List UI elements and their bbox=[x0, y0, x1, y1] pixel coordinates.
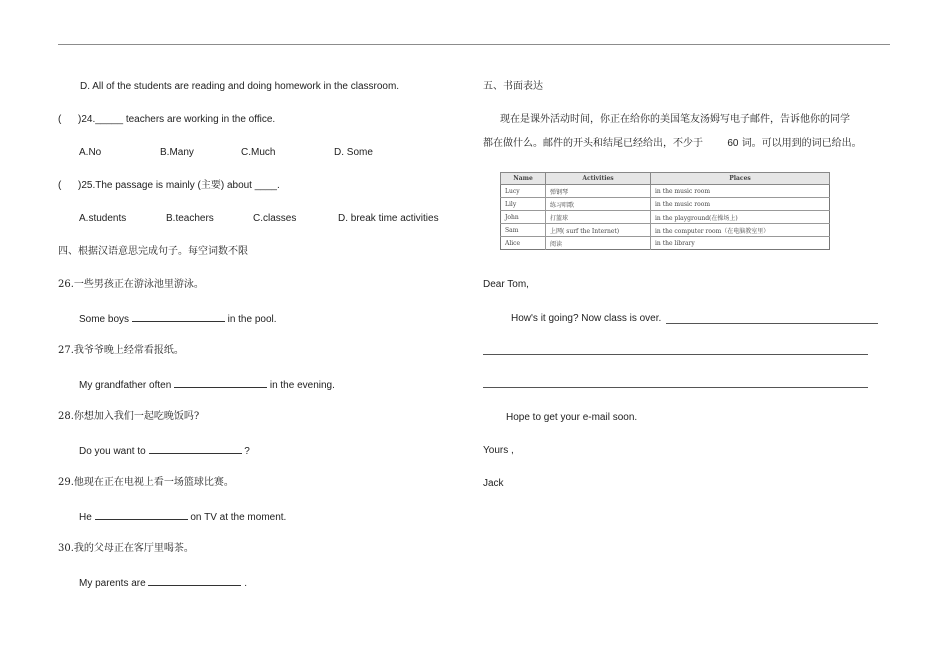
item26-after: in the pool. bbox=[227, 314, 277, 325]
q25-option-d: D. break time activities bbox=[338, 213, 439, 224]
header-activities: Activities bbox=[546, 173, 651, 185]
item29-before: He bbox=[79, 512, 92, 523]
row3-activity: 打篮球 bbox=[546, 211, 651, 224]
writing-line-1[interactable] bbox=[666, 323, 878, 324]
table-row bbox=[501, 185, 830, 198]
table-row bbox=[501, 198, 830, 211]
item29-blank[interactable] bbox=[95, 510, 188, 520]
writing-line-2[interactable] bbox=[483, 354, 868, 355]
row1-name: Lucy bbox=[501, 185, 546, 198]
item27-english bbox=[79, 378, 335, 392]
q25-option-c: C.classes bbox=[253, 213, 297, 224]
row3-place: in the playground(在操场上) bbox=[651, 211, 830, 224]
table-header-row bbox=[501, 173, 830, 185]
item29-english bbox=[79, 510, 286, 524]
q25-stem: )25.The passage is mainly (主要) about ____. bbox=[78, 180, 280, 191]
header-places: Places bbox=[651, 173, 830, 185]
email-signature: Jack bbox=[483, 478, 504, 489]
q24-option-d: D. Some bbox=[334, 147, 373, 158]
row2-place: in the music room bbox=[651, 198, 830, 211]
row5-place: in the library bbox=[651, 237, 830, 250]
header-rule bbox=[58, 44, 890, 45]
item30-english bbox=[79, 576, 247, 590]
section4-title: 四、根据汉语意思完成句子。每空词数不限 bbox=[58, 246, 248, 257]
row1-place: in the music room bbox=[651, 185, 830, 198]
item29-after: on TV at the moment. bbox=[190, 512, 287, 523]
activities-table bbox=[500, 172, 830, 250]
item28-english bbox=[79, 444, 250, 458]
section5-title: 五、书面表达 bbox=[483, 81, 543, 92]
item28-before: Do you want to bbox=[79, 446, 146, 457]
q25-option-a: A.students bbox=[79, 213, 127, 224]
row2-activity: 练习唱歌 bbox=[546, 198, 651, 211]
q24-paren: ( bbox=[58, 114, 62, 125]
row1-activity: 弹钢琴 bbox=[546, 185, 651, 198]
instruction-line2 bbox=[483, 138, 862, 150]
q25-option-b: B.teachers bbox=[166, 213, 214, 224]
item30-before: My parents are bbox=[79, 578, 146, 589]
row3-name: John bbox=[501, 211, 546, 224]
item27-blank[interactable] bbox=[174, 378, 267, 388]
word-count: 60 bbox=[727, 138, 739, 149]
item30-after: . bbox=[244, 578, 248, 589]
q24-option-a: A.No bbox=[79, 147, 102, 158]
table-row bbox=[501, 224, 830, 237]
item29-chinese: 29.他现在正在电视上看一场篮球比赛。 bbox=[58, 477, 234, 488]
item28-after: ? bbox=[244, 446, 250, 457]
writing-line-3[interactable] bbox=[483, 387, 868, 388]
item30-blank[interactable] bbox=[148, 576, 241, 586]
row4-place: in the computer room（在电脑教室里） bbox=[651, 224, 830, 237]
row5-name: Alice bbox=[501, 237, 546, 250]
q24-option-b: B.Many bbox=[160, 147, 194, 158]
email-signoff: Yours , bbox=[483, 445, 514, 456]
item30-chinese: 30.我的父母正在客厅里喝茶。 bbox=[58, 543, 194, 554]
email-greeting: Dear Tom, bbox=[483, 279, 529, 290]
table-row bbox=[501, 237, 830, 250]
item28-blank[interactable] bbox=[149, 444, 242, 454]
instruction-line2-start: 都在做什么。邮件的开头和结尾已经给出，不少于 bbox=[483, 138, 703, 149]
item26-blank[interactable] bbox=[132, 312, 225, 322]
header-name: Name bbox=[501, 173, 546, 185]
item26-chinese: 26.一些男孩正在游泳池里游泳。 bbox=[58, 279, 204, 290]
item26-before: Some boys bbox=[79, 314, 130, 325]
email-closing: Hope to get your e-mail soon. bbox=[506, 412, 638, 423]
item28-chinese: 28.你想加入我们一起吃晚饭吗? bbox=[58, 411, 200, 422]
instruction-line2-end: 词。可以用到的词已给出。 bbox=[741, 138, 862, 149]
instruction-line1: 现在是课外活动时间，你正在给你的美国笔友汤姆写电子邮件，告诉他你的同学 bbox=[500, 114, 850, 125]
item27-after: in the evening. bbox=[269, 380, 335, 391]
q24-option-c: C.Much bbox=[241, 147, 276, 158]
q25-paren: ( bbox=[58, 180, 62, 191]
row5-activity: 阅读 bbox=[546, 237, 651, 250]
row2-name: Lily bbox=[501, 198, 546, 211]
item27-before: My grandfather often bbox=[79, 380, 172, 391]
table-row bbox=[501, 211, 830, 224]
q24-stem: )24._____ teachers are working in the office. bbox=[78, 114, 276, 125]
row4-name: Sam bbox=[501, 224, 546, 237]
item26-english bbox=[79, 312, 277, 326]
row4-activity: 上网( surf the Internet) bbox=[546, 224, 651, 237]
item27-chinese: 27.我爷爷晚上经常看报纸。 bbox=[58, 345, 184, 356]
q23-option-d: D. All of the students are reading and doing homework in the classroom. bbox=[80, 81, 400, 92]
email-opening: How's it going? Now class is over. bbox=[511, 313, 662, 324]
